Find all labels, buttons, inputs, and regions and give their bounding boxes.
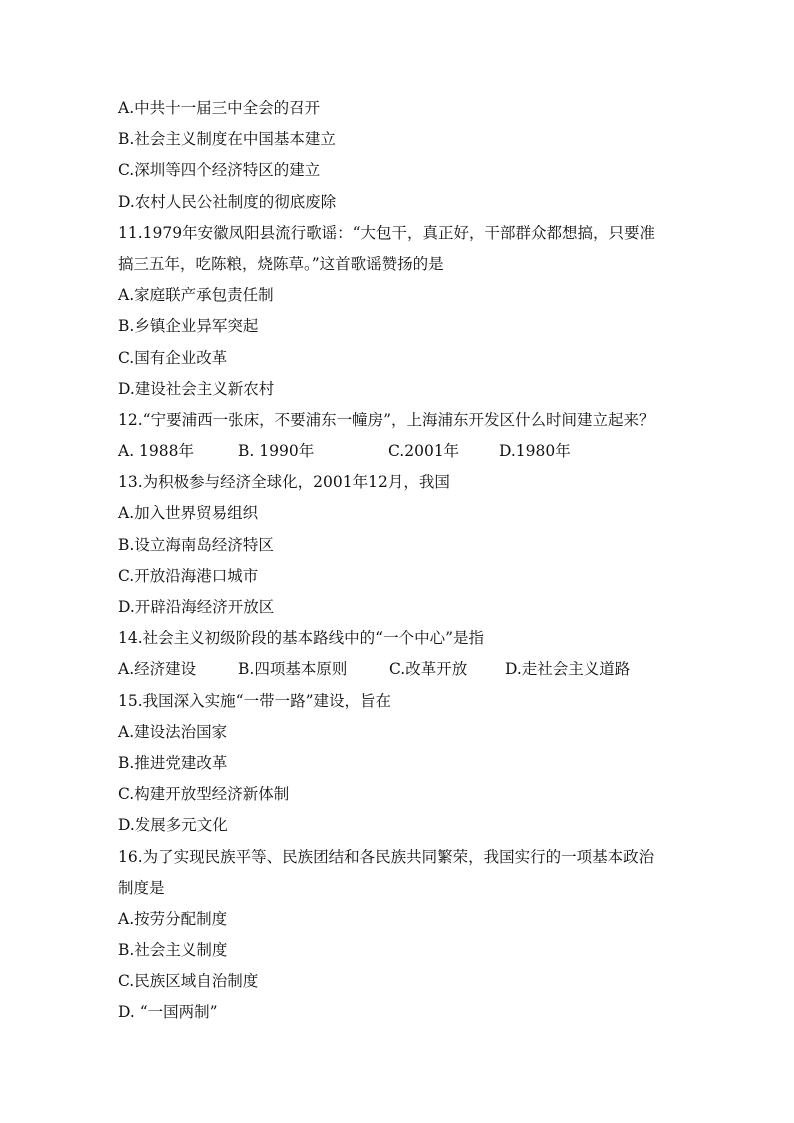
q14-stem: 14.社会主义初级阶段的基本路线中的“一个中心”是指 <box>118 629 484 648</box>
q12-option-c: C.2001年 <box>388 442 460 461</box>
q16-option-b: B.社会主义制度 <box>118 941 228 960</box>
q12-option-a: A. 1988年 <box>118 442 194 461</box>
q12-options-row <box>118 436 688 467</box>
exam-page <box>118 93 688 1029</box>
q13-option-c: C.开放沿海港口城市 <box>118 566 259 585</box>
q11-option-a: A.家庭联产承包责任制 <box>118 286 274 305</box>
q10-option-a: A.中共十一届三中全会的召开 <box>118 99 321 117</box>
q15-option-a: A.建设法治国家 <box>118 722 228 741</box>
q14-options-row <box>118 654 688 685</box>
q10-option-c: C.深圳等四个经济特区的建立 <box>118 161 321 180</box>
q16-option-a: A.按劳分配制度 <box>118 909 228 928</box>
q15-option-d: D.发展多元文化 <box>118 816 228 835</box>
q16-stem-line2: 制度是 <box>118 878 165 897</box>
q15-option-b: B.推进党建改革 <box>118 753 228 772</box>
q10-option-d: D.农村人民公社制度的彻底废除 <box>118 192 337 211</box>
q11-option-d: D.建设社会主义新农村 <box>118 379 275 398</box>
q11-stem-line1: 11.1979年安徽凤阳县流行歌谣：“大包干，真正好，干部群众都想搞，只要准 <box>118 223 656 242</box>
q12-stem: 12.“宁要浦西一张床，不要浦东一幢房”，上海浦东开发区什么时间建立起来？ <box>118 410 655 429</box>
q11-option-c: C.国有企业改革 <box>118 348 228 367</box>
q16-option-d: D. “一国两制” <box>118 1003 218 1022</box>
q14-option-b: B.四项基本原则 <box>238 660 348 679</box>
q12-option-b: B. 1990年 <box>238 442 315 461</box>
q14-option-d: D.走社会主义道路 <box>505 660 631 679</box>
q13-option-a: A.加入世界贸易组织 <box>118 504 259 523</box>
q13-option-b: B.设立海南岛经济特区 <box>118 535 274 554</box>
q15-stem: 15.我国深入实施“一带一路”建设，旨在 <box>118 691 391 710</box>
q14-option-c: C.改革开放 <box>389 660 468 679</box>
q16-option-c: C.民族区域自治制度 <box>118 972 259 991</box>
q16-stem-line1: 16.为了实现民族平等、民族团结和各民族共同繁荣，我国实行的一项基本政治 <box>118 847 655 866</box>
q11-option-b: B.乡镇企业异军突起 <box>118 317 259 336</box>
q13-option-d: D.开辟沿海经济开放区 <box>118 598 275 616</box>
q14-option-a: A.经济建设 <box>118 660 197 679</box>
q12-option-d: D.1980年 <box>499 442 571 461</box>
q10-option-b: B.社会主义制度在中国基本建立 <box>118 130 336 149</box>
q13-stem: 13.为积极参与经济全球化，2001年12月，我国 <box>118 473 450 492</box>
q11-stem-line2: 搞三五年，吃陈粮，烧陈草。”这首歌谣赞扬的是 <box>118 254 444 273</box>
q15-option-c: C.构建开放型经济新体制 <box>118 785 290 804</box>
